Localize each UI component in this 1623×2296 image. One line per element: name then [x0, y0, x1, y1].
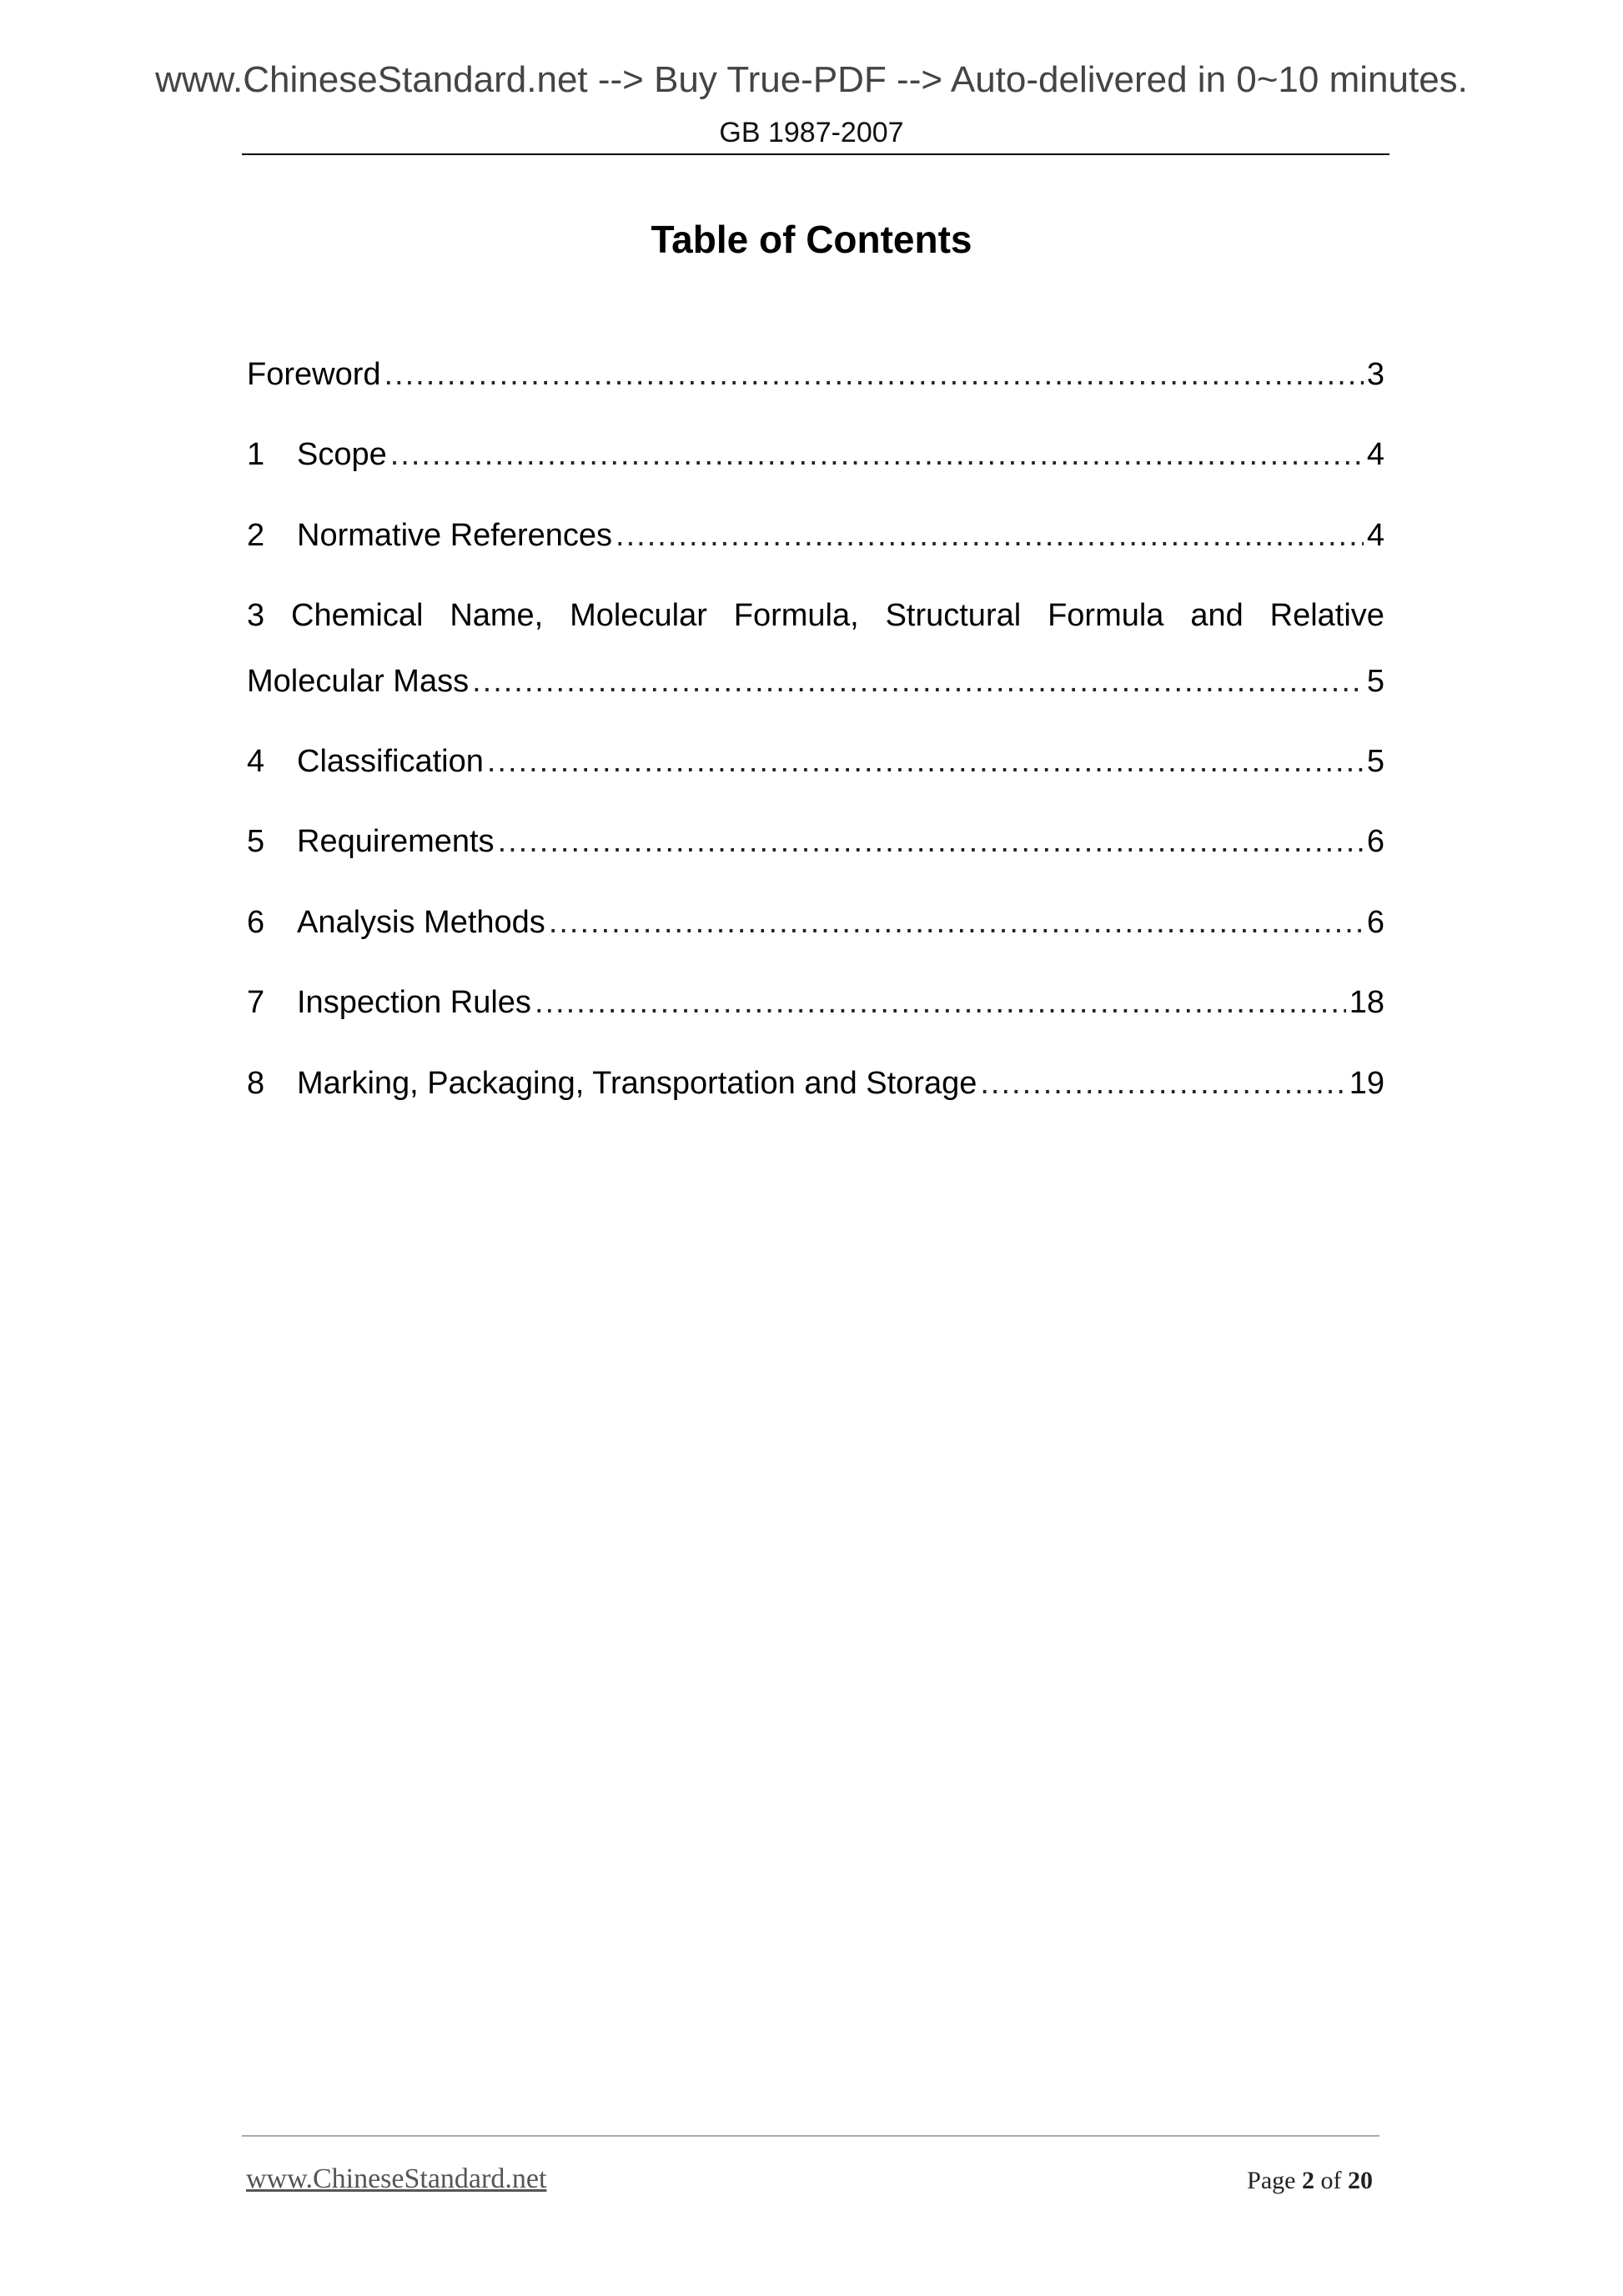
- toc-entry-normative-references[interactable]: [247, 520, 1384, 558]
- dot-leader: [980, 1068, 1345, 1099]
- toc-entry-label: Analysis Methods: [297, 905, 545, 940]
- toc-entry-label: Scope: [297, 437, 387, 472]
- toc-entry-page: 18: [1349, 985, 1384, 1020]
- dot-leader: [498, 826, 1364, 857]
- toc-word: Chemical: [291, 598, 424, 633]
- toc-entry-label: Marking, Packaging, Transportation and Storage: [297, 1066, 977, 1101]
- footer-website-link[interactable]: www.ChineseStandard.net: [246, 2163, 547, 2194]
- toc-entry-requirements[interactable]: [247, 826, 1384, 864]
- document-id: GB 1987-2007: [719, 117, 904, 148]
- toc-entry-number: 5: [247, 824, 265, 859]
- toc-entry-number: 1: [247, 437, 265, 472]
- dot-leader: [535, 987, 1346, 1018]
- toc-entry-label: Classification: [297, 744, 484, 779]
- toc-entry-number: 7: [247, 985, 265, 1020]
- toc-entry-label: Inspection Rules: [297, 985, 531, 1020]
- toc-word: and: [1190, 598, 1244, 633]
- toc-entry-analysis-methods[interactable]: [247, 907, 1384, 945]
- toc-entry-page: 6: [1366, 905, 1384, 940]
- toc-entry-page: 6: [1366, 824, 1384, 859]
- toc-entry-page: 3: [1366, 357, 1384, 392]
- toc-entry-number: 8: [247, 1066, 265, 1101]
- toc-entry-chemical-name-line1[interactable]: [247, 600, 1384, 638]
- dot-leader: [616, 520, 1364, 551]
- toc-entry-classification[interactable]: [247, 746, 1384, 784]
- page-prefix: Page: [1247, 2167, 1296, 2194]
- toc-entry-marking-packaging[interactable]: [247, 1068, 1384, 1106]
- toc-entry-page: 4: [1366, 437, 1384, 472]
- toc-entry-inspection-rules[interactable]: [247, 987, 1384, 1025]
- toc-entry-scope[interactable]: [247, 439, 1384, 477]
- toc-word: Name,: [450, 598, 544, 633]
- page-number: [1247, 2168, 1373, 2193]
- toc-entry-label: Molecular Mass: [247, 664, 470, 699]
- toc-word: Structural: [885, 598, 1022, 633]
- header-divider: [242, 153, 1389, 155]
- toc-entry-page: 19: [1349, 1066, 1384, 1101]
- toc-entry-number: 6: [247, 905, 265, 940]
- toc-title: Table of Contents: [651, 218, 972, 261]
- toc-entry-foreword[interactable]: [247, 359, 1384, 397]
- page-current: 2: [1302, 2167, 1314, 2194]
- toc-entry-page: 5: [1366, 744, 1384, 779]
- dot-leader: [472, 666, 1364, 697]
- toc-entry-number: 3: [247, 598, 265, 633]
- dot-leader: [384, 359, 1364, 390]
- toc-entry-chemical-name-line2[interactable]: [247, 666, 1384, 704]
- site-banner[interactable]: www.ChineseStandard.net --> Buy True-PDF --> Auto-delivered in 0~10 minutes.: [155, 59, 1468, 100]
- toc-entry-label: Foreword: [247, 357, 381, 392]
- page-of: of: [1320, 2167, 1342, 2194]
- toc-word: Formula: [1048, 598, 1164, 633]
- toc-entry-label: Normative References: [297, 518, 613, 553]
- toc-entry-page: 4: [1366, 518, 1384, 553]
- dot-leader: [390, 439, 1364, 470]
- toc-word: Relative: [1269, 598, 1384, 633]
- dot-leader: [487, 746, 1364, 777]
- page-total: 20: [1348, 2167, 1373, 2194]
- toc-entry-number: 2: [247, 518, 265, 553]
- toc-word: Molecular: [570, 598, 707, 633]
- toc-word: Formula,: [733, 598, 859, 633]
- toc-entry-label: Requirements: [297, 824, 495, 859]
- toc-entry-number: 4: [247, 744, 265, 779]
- toc-entry-page: 5: [1366, 664, 1384, 699]
- dot-leader: [549, 907, 1364, 938]
- footer-divider: [242, 2135, 1379, 2137]
